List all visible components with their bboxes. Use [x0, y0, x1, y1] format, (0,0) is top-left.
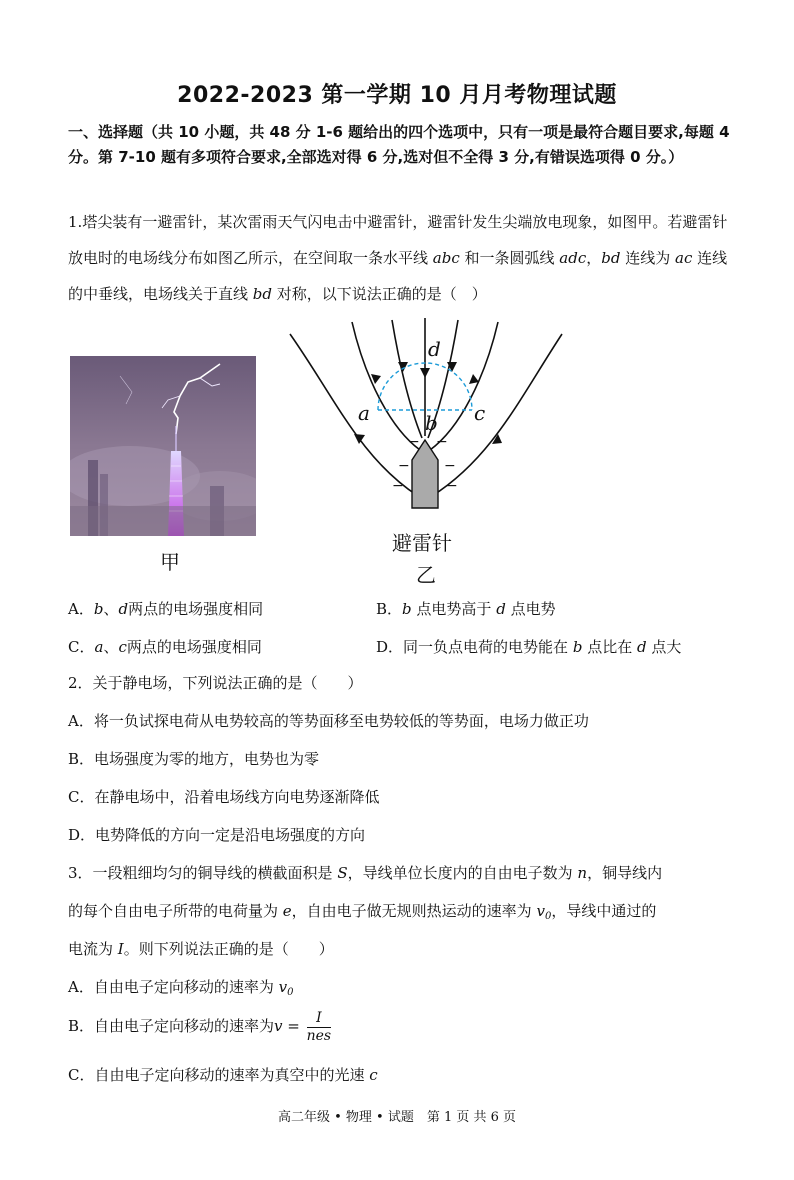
page-footer: 高二年级 • 物理 • 试题 第 1 页 共 6 页 — [277, 1110, 517, 1125]
question-1-stem: 1.塔尖装有一避雷针，某次雷雨天气闪电击中避雷针，避雷针发生尖端放电现象，如图甲。若避雷针放电时的电场线分布如图乙所示，在空间取一条水平线 abc 和一条圆弧线 adc，bd 连线为 ac 连线的中垂线，电场线关于直线 bd 对称，以下说法正确的是（ ） — [68, 213, 728, 303]
q2-option-c[interactable]: C．在静电场中，沿着电场线方向电势逐渐降低 — [68, 788, 380, 806]
question-3-stem-line-3: 电流为 I。则下列说法正确的是（ ） — [68, 940, 334, 958]
svg-text:−: − — [408, 434, 420, 450]
q1-option-d[interactable]: D．同一负点电荷的电势能在 b 点比在 d 点大 — [376, 638, 682, 656]
fraction-i-over-nes: $\frac{I}{\text{nes}}$ — [306, 1009, 332, 1044]
q1-option-a[interactable]: A．b、d两点的电场强度相同 — [68, 600, 264, 618]
label-d: d — [428, 337, 441, 361]
label-b: b — [425, 411, 438, 435]
svg-text:−: − — [398, 458, 410, 474]
q3-option-b[interactable]: B．自由电子定向移动的速率为v = $\frac{I}{\text{nes}}$ — [68, 1009, 332, 1044]
figure-yi-caption-2: 乙 — [416, 563, 436, 587]
lightning-rod — [412, 440, 438, 508]
page-title: 2022-2023 第一学期 10 月月考物理试题 — [177, 83, 617, 108]
q3-option-a[interactable]: A．自由电子定向移动的速率为 $v_0$ — [68, 978, 294, 998]
svg-text:−: − — [444, 458, 456, 474]
field-line — [392, 320, 422, 438]
figure-yi-caption-1: 避雷针 — [392, 531, 452, 555]
question-2-stem: 2．关于静电场，下列说法正确的是（ ） — [68, 674, 363, 692]
section-heading: 一、选择题（共 10 小题，共 48 分 1-6 题给出的四个选项中，只有一项是最符合题目要求,每题 4 分。第 7-10 题有多项符合要求,全部选对得 6 分,选对但不全得 3 分,有错误选项得 0 分。） — [68, 123, 730, 166]
field-line-diagram — [280, 318, 580, 598]
label-a: a — [358, 401, 370, 425]
figure-jia-caption: 甲 — [160, 550, 180, 574]
label-c: c — [474, 401, 486, 425]
question-3-stem-line-1: 3．一段粗细均匀的铜导线的横截面积是 S，导线单位长度内的自由电子数为 n，铜导线内 — [68, 864, 663, 882]
svg-text:−: − — [392, 478, 404, 494]
svg-text:−: − — [446, 478, 458, 494]
q2-option-d[interactable]: D．电势降低的方向一定是沿电场强度的方向 — [68, 826, 366, 844]
q3-option-c[interactable]: C．自由电子定向移动的速率为真空中的光速 c — [68, 1066, 378, 1084]
q2-option-b[interactable]: B．电场强度为零的地方，电势也为零 — [68, 750, 320, 768]
field-line — [352, 322, 420, 450]
q2-option-a[interactable]: A．将一负试探电荷从电势较高的等势面移至电势较低的等势面，电场力做正功 — [68, 712, 589, 730]
lightning-tower-photo — [70, 356, 256, 536]
svg-text:−: − — [436, 434, 448, 450]
q1-option-b[interactable]: B．b 点电势高于 d 点电势 — [376, 600, 556, 618]
q1-option-c[interactable]: C．a、c两点的电场强度相同 — [68, 638, 262, 656]
question-3-stem-line-2: 的每个自由电子所带的电荷量为 e，自由电子做无规则热运动的速率为 $v_0$，导线中通过的 — [68, 902, 657, 922]
